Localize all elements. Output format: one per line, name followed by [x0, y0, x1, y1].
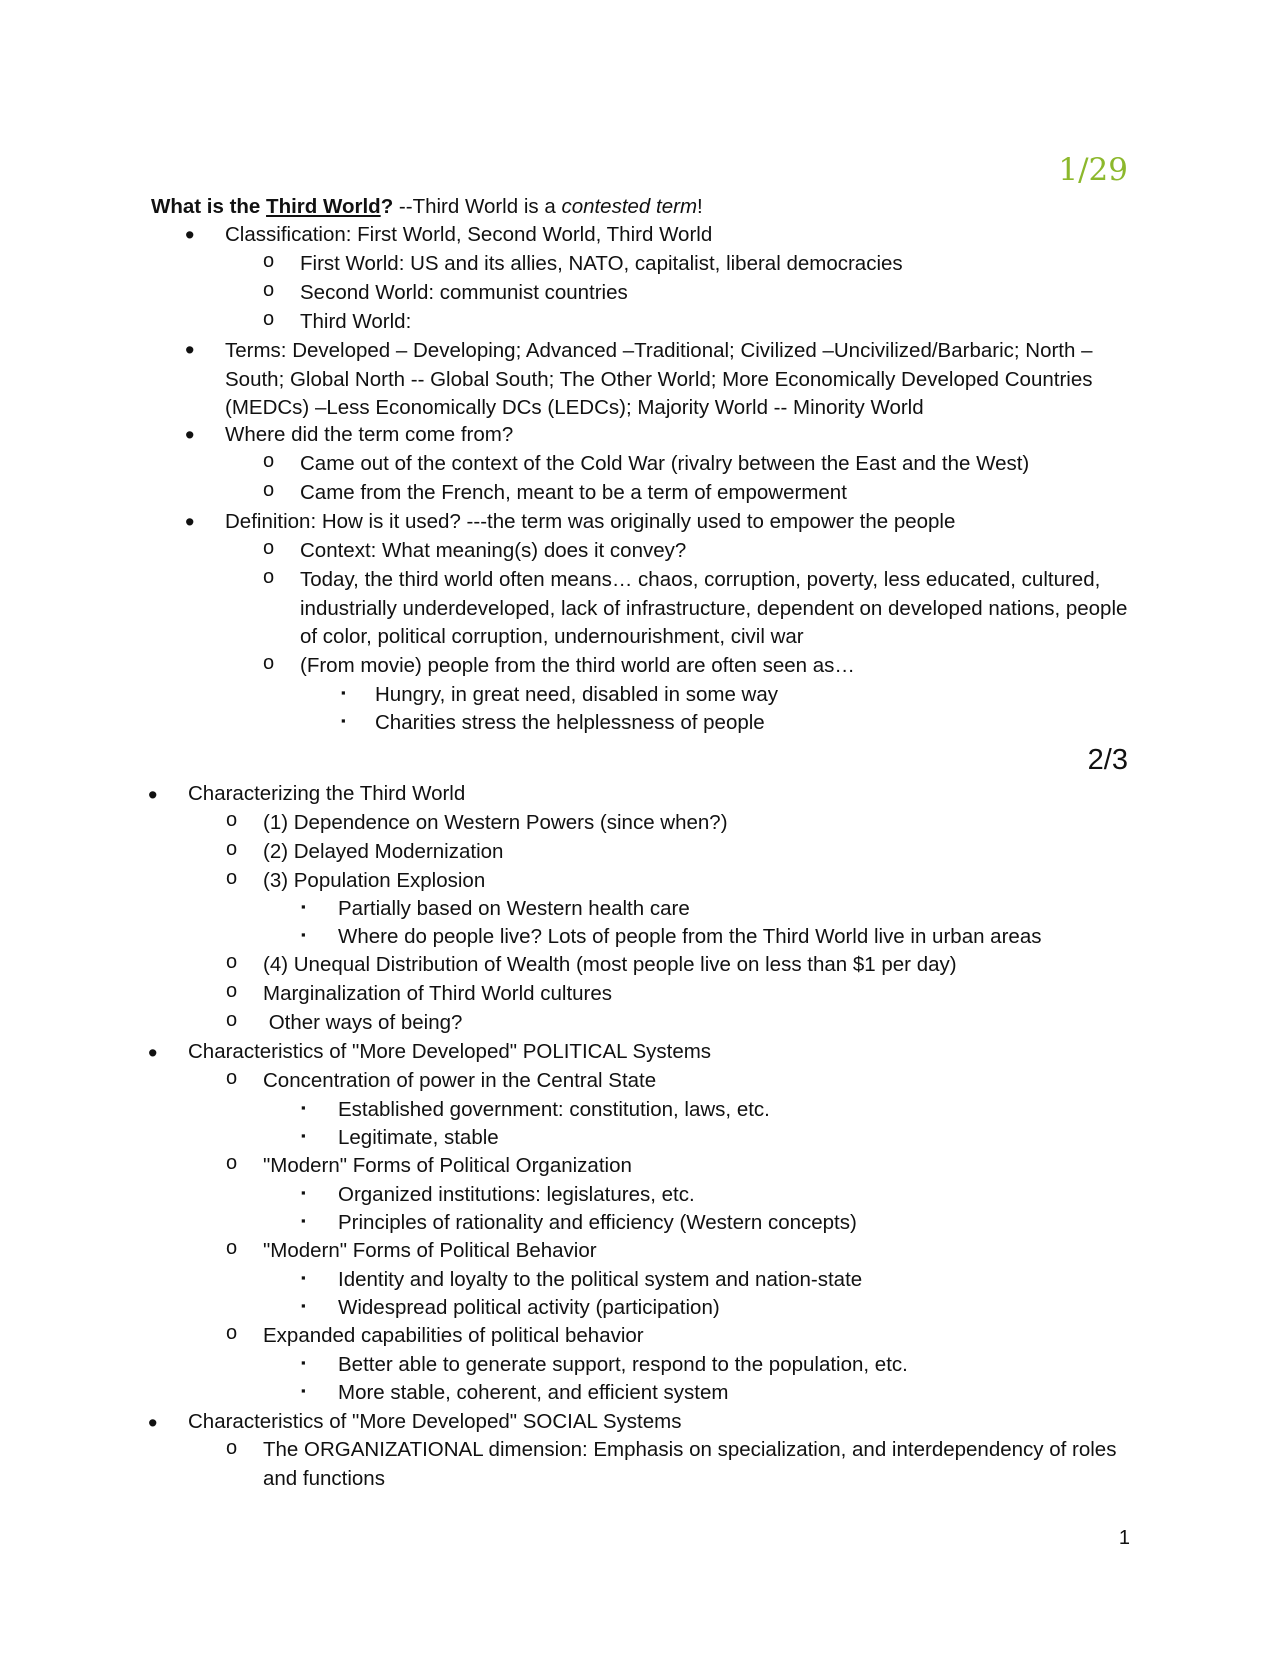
circle-bullet-icon: o [263, 279, 275, 301]
list-item: Identity and loyalty to the political system and nation-state [338, 1268, 863, 1291]
circle-bullet-icon: o [263, 450, 275, 472]
bullet-icon: • [148, 1408, 158, 1438]
circle-bullet-icon: o [226, 838, 238, 860]
square-bullet-icon: ▪ [301, 1213, 306, 1228]
square-bullet-icon: ▪ [301, 1128, 306, 1143]
circle-bullet-icon: o [226, 1009, 238, 1031]
list-item: Organized institutions: legislatures, etc. [338, 1183, 695, 1206]
list-item: The ORGANIZATIONAL dimension: Emphasis on specialization, and interdependency of roles and functions [263, 1438, 1117, 1490]
square-bullet-icon: ▪ [341, 713, 346, 728]
bullet-icon: • [148, 780, 158, 810]
heading-term: Third World [266, 195, 381, 218]
list-item: "Modern" Forms of Political Behavior [263, 1239, 597, 1262]
bullet-icon: • [185, 335, 195, 365]
list-item: Came from the French, meant to be a term of empowerment [300, 481, 847, 504]
circle-bullet-icon: o [263, 479, 275, 501]
page-number: 1 [1118, 1527, 1130, 1549]
square-bullet-icon: ▪ [301, 1100, 306, 1115]
circle-bullet-icon: o [263, 308, 275, 330]
circle-bullet-icon: o [263, 652, 275, 674]
circle-bullet-icon: o [226, 867, 238, 889]
circle-bullet-icon: o [226, 1067, 238, 1089]
date-label: 1/29 [1058, 152, 1128, 188]
list-item: Established government: constitution, laws, etc. [338, 1098, 770, 1121]
circle-bullet-icon: o [226, 980, 238, 1002]
square-bullet-icon: ▪ [301, 1185, 306, 1200]
list-item: Context: What meaning(s) does it convey? [300, 539, 687, 562]
square-bullet-icon: ▪ [341, 685, 346, 700]
list-item: Definition: How is it used? ---the term was originally used to empower the people [225, 510, 956, 533]
square-bullet-icon: ▪ [301, 1383, 306, 1398]
list-item: Partially based on Western health care [338, 897, 690, 920]
list-item: Concentration of power in the Central State [263, 1069, 657, 1092]
list-item: Today, the third world often means… chaos, corruption, poverty, less educated, cultured, industrially underdeveloped, lack of infrastructure, dependent on developed nations, people of color, political corruption, undernourishment, civil war [300, 568, 1128, 648]
circle-bullet-icon: o [226, 809, 238, 831]
square-bullet-icon: ▪ [301, 1270, 306, 1285]
list-item: Characteristics of "More Developed" SOCIAL Systems [188, 1410, 682, 1433]
list-item: Came out of the context of the Cold War (rivalry between the East and the West) [300, 452, 1030, 475]
list-item: (2) Delayed Modernization [263, 840, 504, 863]
list-item: Principles of rationality and efficiency (Western concepts) [338, 1211, 857, 1234]
list-item: First World: US and its allies, NATO, capitalist, liberal democracies [300, 252, 903, 275]
list-item: Charities stress the helplessness of people [375, 711, 765, 734]
list-item: Legitimate, stable [338, 1126, 499, 1149]
bullet-icon: • [185, 220, 195, 250]
list-item: Widespread political activity (participation) [338, 1296, 720, 1319]
circle-bullet-icon: o [226, 1322, 238, 1344]
list-item: (From movie) people from the third world are often seen as… [300, 654, 855, 677]
list-item: Hungry, in great need, disabled in some way [375, 683, 779, 706]
circle-bullet-icon: o [263, 537, 275, 559]
list-item: Where do people live? Lots of people from the Third World live in urban areas [338, 925, 1042, 948]
circle-bullet-icon: o [263, 250, 275, 272]
circle-bullet-icon: o [226, 951, 238, 973]
list-item: (4) Unequal Distribution of Wealth (most people live on less than $1 per day) [263, 953, 957, 976]
bullet-icon: • [185, 507, 195, 537]
list-item: (1) Dependence on Western Powers (since when?) [263, 811, 728, 834]
square-bullet-icon: ▪ [301, 1298, 306, 1313]
circle-bullet-icon: o [263, 566, 275, 588]
list-item: Other ways of being? [263, 1011, 463, 1034]
list-item: More stable, coherent, and efficient system [338, 1381, 729, 1404]
list-item: Where did the term come from? [225, 423, 514, 446]
list-item: Third World: [300, 310, 412, 333]
square-bullet-icon: ▪ [301, 899, 306, 914]
square-bullet-icon: ▪ [301, 1355, 306, 1370]
list-item: Characterizing the Third World [188, 782, 466, 805]
heading: What is the Third World? --Third World is a contested term! [151, 195, 703, 218]
circle-bullet-icon: o [226, 1152, 238, 1174]
list-item: "Modern" Forms of Political Organization [263, 1154, 632, 1177]
list-item: (3) Population Explosion [263, 869, 486, 892]
bullet-icon: • [185, 420, 195, 450]
list-item: Classification: First World, Second World, Third World [225, 223, 713, 246]
list-item: Marginalization of Third World cultures [263, 982, 613, 1005]
circle-bullet-icon: o [226, 1437, 238, 1459]
date-label: 2/3 [1087, 744, 1128, 776]
list-item: Second World: communist countries [300, 281, 628, 304]
list-item: Terms: Developed – Developing; Advanced –Traditional; Civilized –Uncivilized/Barbaric; North – South; Global North -- Global South; The Other World; More Economically Developed Countries (MEDCs) –Less Economically DCs (LEDCs); Majority World -- Minority World [225, 339, 1093, 419]
circle-bullet-icon: o [226, 1237, 238, 1259]
square-bullet-icon: ▪ [301, 927, 306, 942]
bullet-icon: • [148, 1038, 158, 1068]
list-item: Characteristics of "More Developed" POLITICAL Systems [188, 1040, 712, 1063]
list-item: Better able to generate support, respond to the population, etc. [338, 1353, 908, 1376]
list-item: Expanded capabilities of political behavior [263, 1324, 644, 1347]
